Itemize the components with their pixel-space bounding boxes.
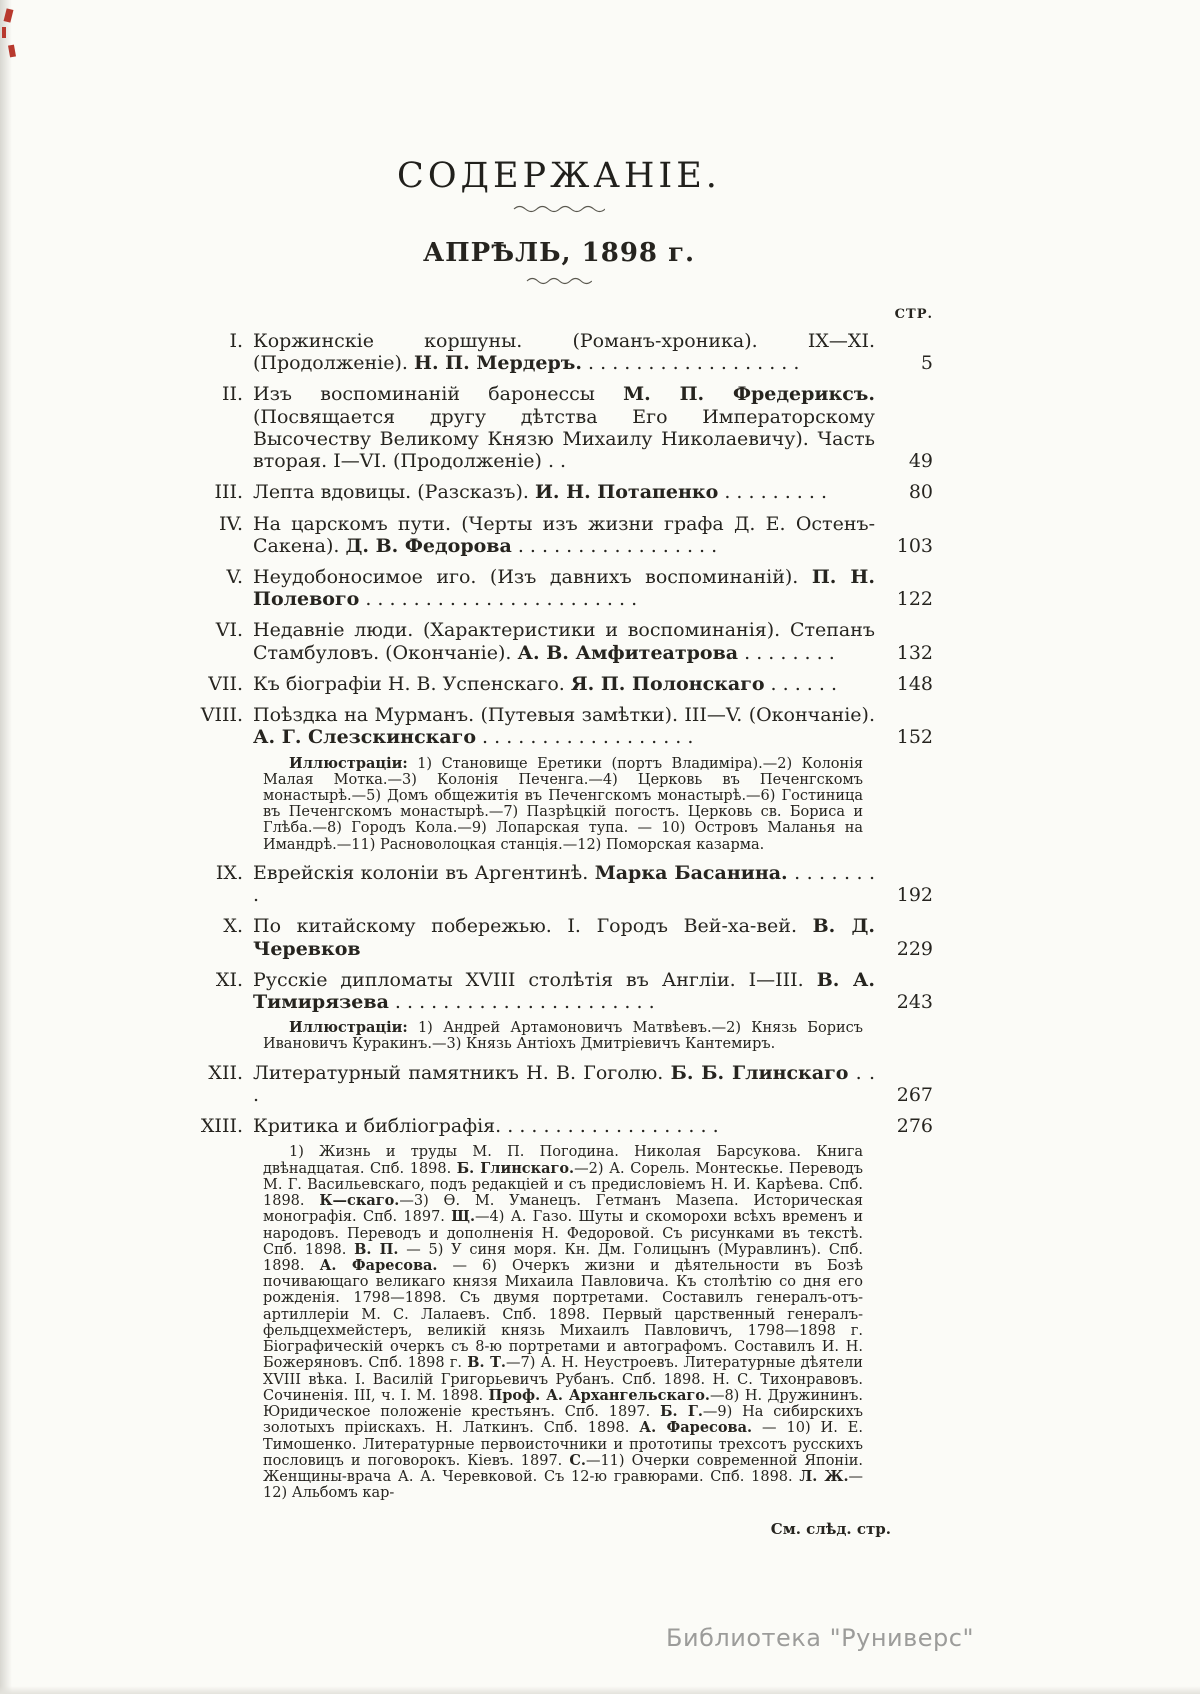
note-bold-text: А. Фаресова. [639, 1419, 753, 1437]
note-bold-text: В. Т. [467, 1354, 506, 1372]
entry-author: Марка Басанина. [594, 861, 788, 884]
entry-title-text: Коржинскіе коршуны. (Романъ-хроника). IX—XI. (Продолженіе). [253, 330, 875, 375]
note-text: —12) Альбомъ кар- [263, 1469, 863, 1502]
entry-title-text: . . . . . . . . . . . . . . . . . . . . . . . [359, 588, 638, 611]
note-text: — 6) Очеркъ жизни и дѣятельности въ Бозѣ почивающаго великаго князя Михаила Павловича. Къ столѣтію со дня его рожденія. 1798—1898. Съ двумя портретами. Составилъ генералъ-отъ-артиллеріи М. С. Лалаевъ. Спб. 1898. Первый царственный генералъ-фельдцехмейстеръ, великій князь Михаилъ Павловичъ, 1798—1898 г. Біографическій очеркъ съ 8-ю портретами и автографомъ. Составилъ И. Н. Божеряновъ. Спб. 1898 г. [263, 1257, 863, 1372]
entry-title-text: Неудобоносимое иго. (Изъ давнихъ воспоминаній). [253, 565, 812, 588]
entry-title-text: Къ біографіи Н. В. Успенскаго. [253, 672, 571, 695]
note-bold-text: В. П. [354, 1240, 399, 1258]
squiggle-ornament-icon [526, 276, 592, 286]
entry-note [263, 1144, 863, 1501]
page-title: СОДЕРЖАНІЕ. [397, 156, 721, 196]
toc-entry [185, 704, 933, 748]
entry-number: II. [221, 383, 243, 406]
entry-text [253, 1062, 875, 1106]
page-content [185, 156, 933, 1538]
entry-title-text: Поѣздка на Мурманъ. (Путевыя замѣтки). III—V. (Окончаніе). [253, 704, 875, 727]
note-bold-text: Иллюстраціи: [289, 1019, 408, 1037]
page-column-header: СТР. [894, 307, 933, 322]
entry-title-text: . . . . . . . . [738, 641, 835, 664]
entry-author: Н. П. Мердеръ. [414, 352, 582, 375]
entry-title-text: . . . . . . . . . . . . . . . . . . [476, 726, 694, 749]
note-text: 1) Становище Еретики (портъ Владиміра).—2) Колонія Малая Мотка.—3) Колонія Печенга.—4) Церковь въ Печенгскомъ монастырѣ.—5) Домъ общежитія въ Печенгскомъ монастырѣ.—6) Гостиница въ Печенгскомъ монастырѣ.—7) Пазрѣцкій погостъ. Церковь св. Бориса и Глѣба.—8) Городъ Кола.—9) Лопарская тупа. — 10) Островъ Маланья на Имандрѣ.—11) Расноволоцкая станція.—12) Поморская казарма. [263, 755, 863, 853]
note-text: —4) А. Газо. Шуты и скоморохи всѣхъ временъ и народовъ. Переводъ и дополненія Н. Федоровой. Съ рисунками въ текстѣ. Спб. 1898. [263, 1209, 863, 1258]
entry-number: XIII. [200, 1115, 243, 1138]
note-text: — 10) И. Е. Тимошенко. Литературные первоисточники и прототипы трехсотъ русскихъ пословицъ и поговорокъ. Кіевъ. 1897. [263, 1420, 863, 1469]
entry-author: Д. В. Федорова [345, 534, 512, 557]
scan-page-edge-bottom [0, 1686, 1200, 1694]
entry-text [253, 915, 875, 959]
toc-entry [185, 673, 933, 695]
entry-number: X. [223, 915, 243, 938]
entry-text [253, 330, 875, 374]
entry-author: Б. Б. Глинскаго [670, 1061, 849, 1084]
note-text: —11) Очерки современной Японіи. Женщины-врача А. А. Черевковой. Съ 12-ю гравюрами. Спб. 1898. [263, 1452, 863, 1486]
entry-note [263, 1020, 863, 1052]
entry-text [253, 619, 875, 663]
entry-page-number: 276 [896, 1115, 933, 1138]
scan-page-edge-left [0, 0, 12, 1694]
note-bold-text: Б. Г. [660, 1403, 703, 1421]
entry-page-number: 103 [896, 534, 933, 557]
entry-text [253, 481, 875, 503]
entry-author: Я. П. Полонскаго [570, 672, 765, 695]
note-text: 1) Андрей Артамоновичъ Матвѣевъ.—2) Князь Борисъ Ивановичъ Куракинъ.—3) Князь Антіохъ Дмитріевичъ Кантемиръ. [263, 1020, 863, 1053]
toc-entry [185, 915, 933, 959]
entry-page-number: 229 [896, 937, 933, 960]
entry-text [253, 383, 875, 472]
entry-page-number: 152 [896, 726, 933, 749]
entry-number: VI. [215, 619, 243, 642]
entry-author: А. Г. Слезскинскаго [253, 726, 476, 749]
entry-number: III. [214, 481, 243, 504]
toc-entry [185, 969, 933, 1013]
entry-title-text: . . . . . . . . . . . . . . . . . . [582, 352, 800, 375]
note-text: —7) А. Н. Неустроевъ. Литературные дѣятели XVIII вѣка. I. Василій Григорьевичъ Рубанъ. Спб. 1898. Н. С. Тихонравовъ. Сочиненія. III, ч. I. М. 1898. [263, 1355, 863, 1404]
entry-text [253, 862, 875, 906]
entry-author: М. П. Фредериксъ. [623, 383, 875, 406]
note-bold-text: А. Фаресова. [319, 1256, 438, 1274]
note-bold-text: Иллюстраціи: [289, 754, 408, 772]
note-bold-text: Щ. [451, 1208, 476, 1226]
note-bold-text: Л. Ж. [799, 1468, 849, 1486]
entry-text [253, 513, 875, 557]
toc-entry [185, 1062, 933, 1106]
entry-title-text: По китайскому побережью. I. Городъ Вей-ха-вей. [253, 915, 813, 938]
note-bold-text: Б. Глинскаго. [456, 1159, 575, 1177]
entry-title-text: Литературный памятникъ Н. В. Гоголю. [253, 1061, 671, 1084]
entry-number: V. [226, 565, 243, 588]
entry-number: I. [229, 330, 243, 352]
entry-title-text: Критика и библіографія. . . . . . . . . . . . . . . . . . . [253, 1115, 719, 1138]
entry-text [253, 969, 875, 1013]
entry-number: IX. [215, 861, 243, 884]
entry-title-text: . . . . . . . . . . . . . . . . . . . . . . [388, 991, 655, 1013]
entry-title-text: . . . . . . [764, 672, 837, 695]
entry-page-number: 192 [896, 884, 933, 907]
entry-text [253, 1115, 875, 1137]
note-text: —8) Н. Дружининъ. Юридическое положеніе крестьянъ. Спб. 1897. [263, 1387, 863, 1421]
entry-number: VIII. [200, 704, 243, 727]
entry-page-number: 132 [896, 641, 933, 664]
entry-title-text: (Посвящается другу дѣтства Его Императорскому Высочеству Великому Князю Михаилу Николаевичу). Часть вторая. I—VI. (Продолженіе) . . [253, 405, 875, 473]
entry-number: IV. [219, 512, 243, 535]
note-bold-text: Проф. А. Архангельскаго. [488, 1386, 710, 1404]
continuation-note: См. слѣд. стр. [770, 1519, 891, 1538]
entry-title-text: Русскіе дипломаты XVIII столѣтія въ Англіи. I—III. [253, 968, 817, 991]
scan-artifact-mark [8, 45, 16, 58]
entry-page-number: 80 [908, 481, 933, 504]
toc-entry [185, 330, 933, 374]
entry-page-number: 243 [896, 991, 933, 1013]
entry-author: И. Н. Потапенко [534, 481, 719, 504]
entry-page-number: 267 [896, 1083, 933, 1106]
entry-note [263, 756, 863, 853]
entry-text [253, 673, 875, 695]
entry-title-text: . . . [253, 1061, 875, 1106]
entry-title-text: . . . . . . . . [253, 861, 875, 907]
entry-title-text: Еврейскія колоніи въ Аргентинѣ. [253, 861, 595, 884]
toc-entry [185, 566, 933, 610]
squiggle-ornament-icon [513, 204, 605, 214]
entry-page-number: 148 [896, 672, 933, 695]
entry-title-text: На царскомъ пути. (Черты изъ жизни графа Д. Е. Остенъ-Сакена). [253, 512, 875, 557]
library-watermark: Библиотека "Руниверс" [666, 1624, 974, 1652]
entry-author: В. А. Тимирязева [253, 968, 875, 1013]
toc-entry [185, 383, 933, 472]
entry-title-text: . . . . . . . . . . . . . . . . . [511, 534, 718, 557]
note-text: 1) Жизнь и труды М. П. Погодина. Николая Барсукова. Книга двѣнадцатая. Спб. 1898. [263, 1144, 863, 1177]
toc-entry [185, 513, 933, 557]
entry-text [253, 566, 875, 610]
toc-entry [185, 481, 933, 503]
note-text: — 5) У синя моря. Кн. Дм. Голицынъ (Муравлинъ). Спб. 1898. [263, 1241, 864, 1274]
entry-title-text: Изъ воспоминаній баронессы [253, 383, 624, 406]
entry-author: А. В. Амфитеатрова [517, 641, 739, 664]
entry-author: П. Н. Полевого [253, 565, 875, 611]
note-text: —9) На сибирскихъ золотыхъ пріискахъ. Н. Латкинъ. Спб. 1898. [263, 1404, 864, 1437]
toc-list [185, 330, 933, 1502]
note-bold-text: С. [569, 1451, 586, 1469]
entry-text [253, 704, 875, 748]
toc-entry [185, 1115, 933, 1137]
toc-entry [185, 619, 933, 663]
note-text: —3) Ѳ. М. Уманецъ. Гетманъ Мазепа. Историческая монографія. Спб. 1897. [263, 1193, 863, 1226]
note-text: —2) А. Сорель. Монтескье. Переводъ М. Г. Васильевскаго, подъ редакціей и съ предисловіемъ Н. И. Карѣева. Спб. 1898. [263, 1160, 864, 1210]
entry-title-text: . . . . . . . . . [718, 481, 828, 504]
entry-page-number: 122 [896, 588, 933, 611]
toc-entry [185, 862, 933, 906]
entry-title-text: Недавніе люди. (Характеристики и воспоминанія). Степанъ Стамбуловъ. (Окончаніе). [253, 619, 875, 664]
note-bold-text: К—скаго. [319, 1192, 400, 1210]
entry-number: VII. [208, 672, 243, 695]
entry-page-number: 5 [920, 352, 933, 375]
entry-author: В. Д. Черевков [253, 915, 875, 960]
issue-subtitle: АПРѢЛЬ, 1898 г. [422, 238, 696, 268]
entry-title-text: Лепта вдовицы. (Разсказъ). [253, 481, 535, 504]
entry-number: XI. [215, 968, 243, 991]
entry-page-number: 49 [908, 450, 933, 473]
scan-artifact-mark [2, 27, 6, 38]
entry-number: XII. [208, 1061, 243, 1084]
